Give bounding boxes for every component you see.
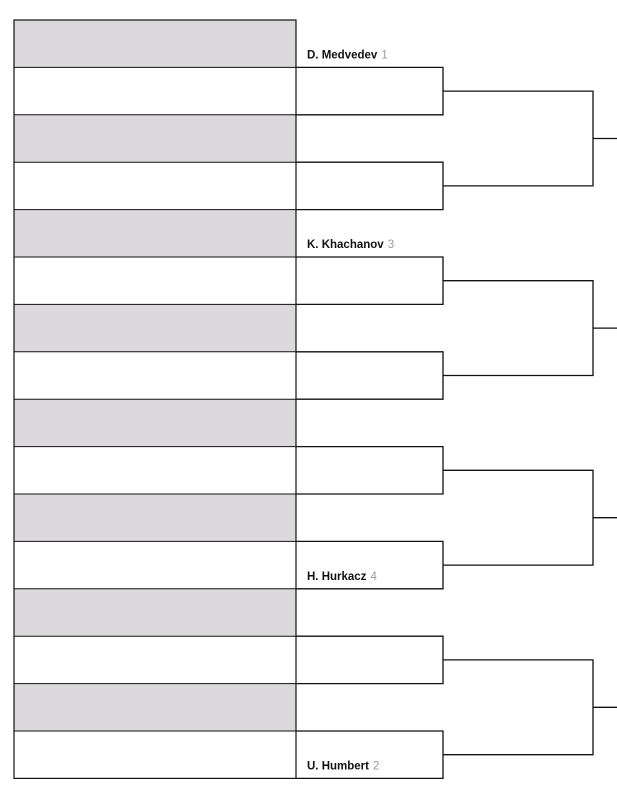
match-shading	[14, 20, 296, 67]
match-shading	[14, 494, 296, 541]
bracket-connector	[443, 281, 593, 376]
advancer-seed: 1	[381, 49, 388, 62]
bracket-connector	[296, 352, 443, 399]
bracket-connector	[443, 470, 593, 565]
bracket-connector	[296, 636, 443, 683]
bracket-connector	[443, 660, 593, 755]
advancing-player	[307, 49, 388, 61]
advancing-player	[307, 239, 394, 251]
match-shading	[14, 304, 296, 351]
advancer-name: K. Khachanov	[307, 239, 384, 251]
bracket-connector	[443, 91, 593, 186]
bracket-connector	[296, 447, 443, 494]
advancer-seed: 4	[370, 570, 377, 583]
advancer-name: H. Hurkacz	[307, 570, 367, 583]
match-shading	[14, 210, 296, 257]
bracket-connector	[296, 162, 443, 209]
bracket-connector	[296, 257, 443, 304]
advancing-player	[307, 571, 377, 583]
match-shading	[14, 684, 296, 731]
match-shading	[14, 399, 296, 446]
advancer-name: U. Humbert	[307, 760, 369, 773]
advancing-player	[307, 760, 379, 772]
advancer-seed: 2	[372, 760, 380, 773]
advancer-seed: 3	[387, 239, 395, 251]
advancer-name: D. Medvedev	[307, 49, 378, 62]
bracket-connector	[296, 67, 443, 114]
match-shading	[14, 589, 296, 636]
match-shading	[14, 115, 296, 162]
